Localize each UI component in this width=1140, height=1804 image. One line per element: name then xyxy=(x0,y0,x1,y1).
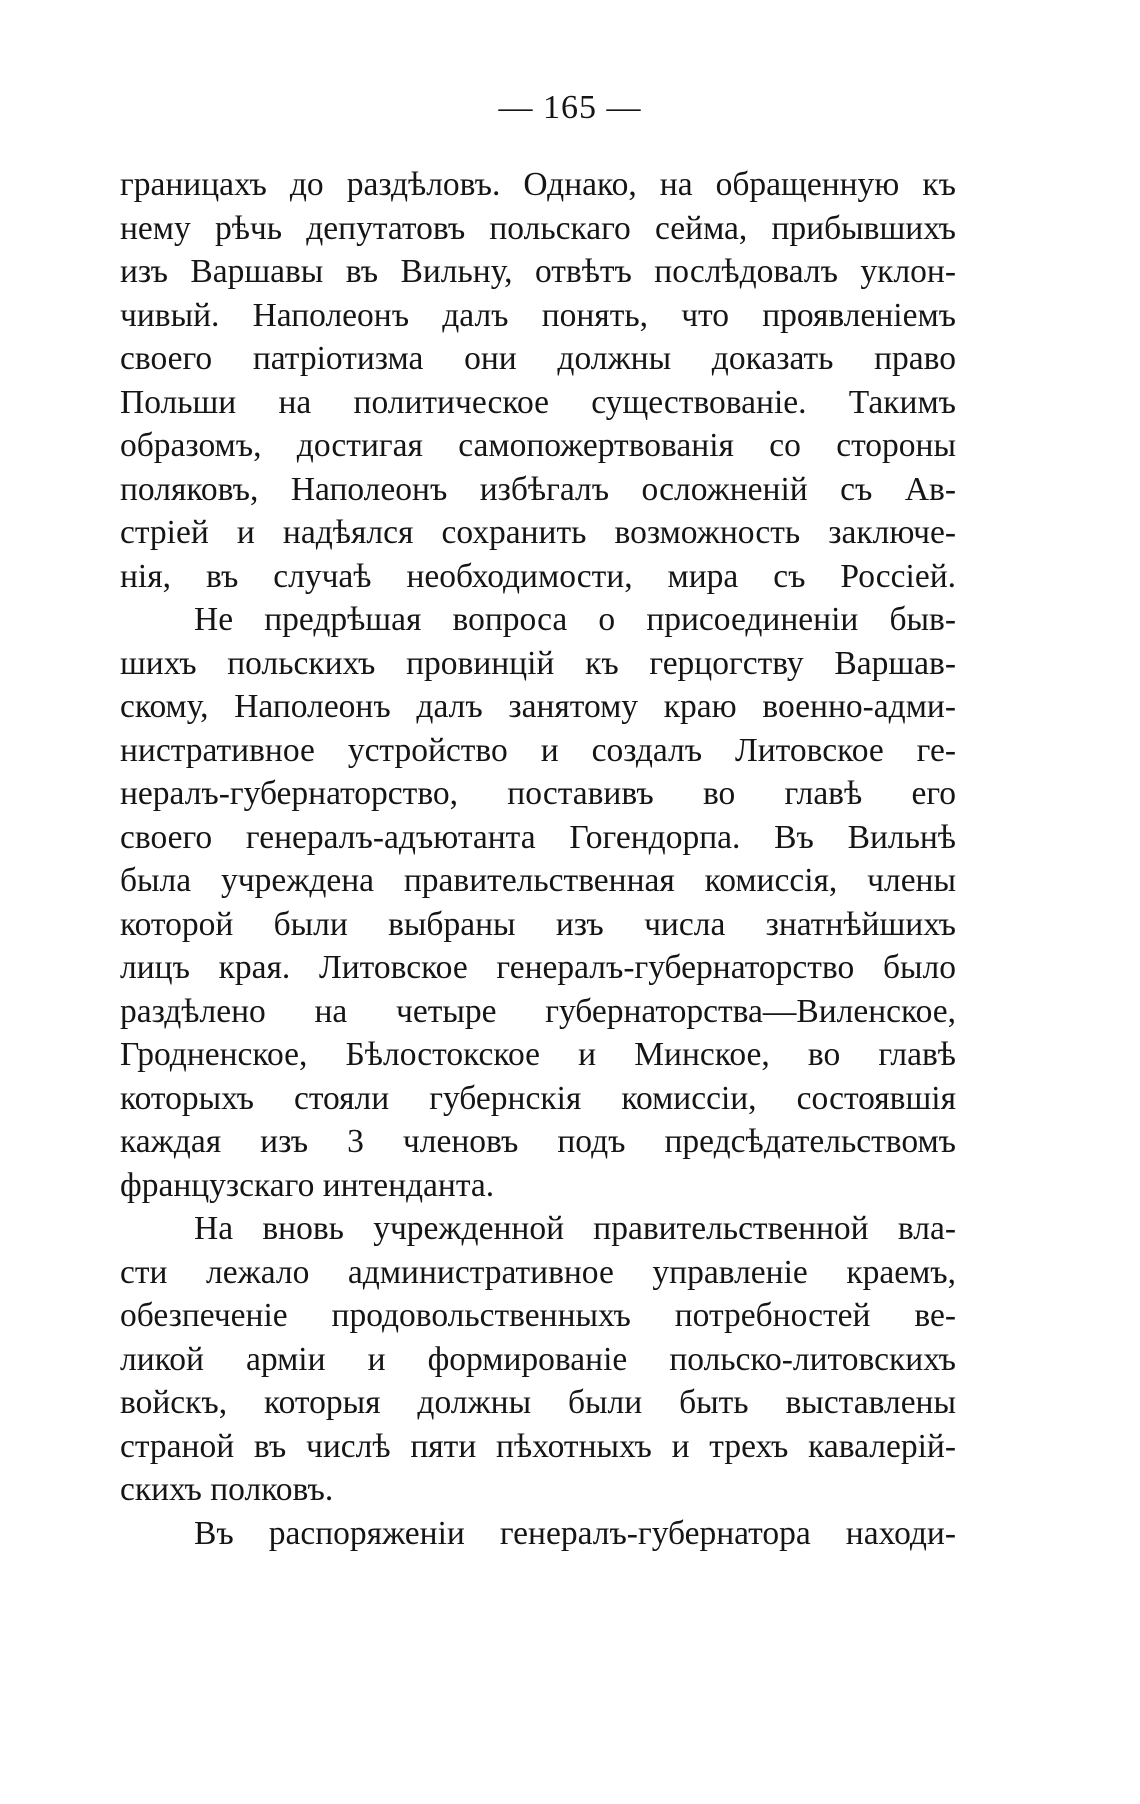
text-line: Польши на политическое существованіе. Такимъ xyxy=(120,383,956,421)
text-line: скихъ полковъ. xyxy=(120,1471,334,1508)
text-line: границахъ до раздѣловъ. Однако, на обращенную къ xyxy=(120,166,956,203)
text-line: поляковъ, Наполеонъ избѣгалъ осложненій съ Ав- xyxy=(120,470,956,508)
text-line: ликой арміи и формированіе польско-литовскихъ xyxy=(120,1340,956,1378)
text-line: была учреждена правительственная комиссія, члены xyxy=(120,862,956,899)
text-line: сти лежало административное управленіе краемъ, xyxy=(120,1253,956,1291)
text-line: своего патріотизма они должны доказать право xyxy=(120,340,956,377)
paragraph xyxy=(120,598,956,1207)
text-line: лицъ края. Литовское генералъ-губернаторство было xyxy=(120,949,956,986)
text-line: обезпеченіе продовольственныхъ потребностей ве- xyxy=(120,1297,956,1334)
text-line: чивый. Наполеонъ далъ понять, что проявленіемъ xyxy=(120,296,956,334)
page-number: — 165 — xyxy=(498,89,642,126)
text-line: каждая изъ 3 членовъ подъ предсѣдательствомъ xyxy=(120,1123,956,1160)
text-line: На вновь учрежденной правительственной вла- xyxy=(194,1210,956,1247)
text-line: образомъ, достигая самопожертвованія со стороны xyxy=(120,427,956,464)
text-line: Въ распоряженіи генералъ-губернатора находи- xyxy=(194,1514,956,1552)
text-line: нералъ-губернаторство, поставивъ во главѣ его xyxy=(120,775,956,812)
text-line: скому, Наполеонъ далъ занятому краю военно-адми- xyxy=(120,688,956,725)
text-line: раздѣлено на четыре губернаторства—Виленское, xyxy=(120,992,956,1030)
paragraph xyxy=(120,1512,956,1556)
text-line: своего генералъ-адъютанта Гогендорпа. Въ Вильнѣ xyxy=(120,818,956,856)
text-line: которыхъ стояли губернскія комиссіи, состоявшія xyxy=(120,1079,956,1117)
text-line: Гродненское, Бѣлостокское и Минское, во главѣ xyxy=(120,1036,956,1073)
paragraph xyxy=(120,163,956,598)
paragraph xyxy=(120,1207,956,1512)
page-body xyxy=(120,163,956,1555)
text-line: шихъ польскихъ провинцій къ герцогству Варшав- xyxy=(120,644,956,682)
text-line: страной въ числѣ пяти пѣхотныхъ и трехъ кавалерій- xyxy=(120,1427,956,1465)
text-line: которой были выбраны изъ числа знатнѣйшихъ xyxy=(120,905,956,943)
text-line: войскъ, которыя должны были быть выставлены xyxy=(120,1384,956,1421)
text-line: нистративное устройство и создалъ Литовское ге- xyxy=(120,731,956,769)
text-line: нія, въ случаѣ необходимости, мира съ Россіей. xyxy=(120,557,956,595)
text-line: нему рѣчь депутатовъ польскаго сейма, прибывшихъ xyxy=(120,209,956,247)
text-line: стріей и надѣялся сохранить возможность заключе- xyxy=(120,514,956,551)
text-line: французскаго интенданта. xyxy=(120,1166,495,1204)
text-line: Не предрѣшая вопроса о присоединеніи быв- xyxy=(194,601,956,638)
text-line: изъ Варшавы въ Вильну, отвѣтъ послѣдовалъ уклон- xyxy=(120,253,956,290)
